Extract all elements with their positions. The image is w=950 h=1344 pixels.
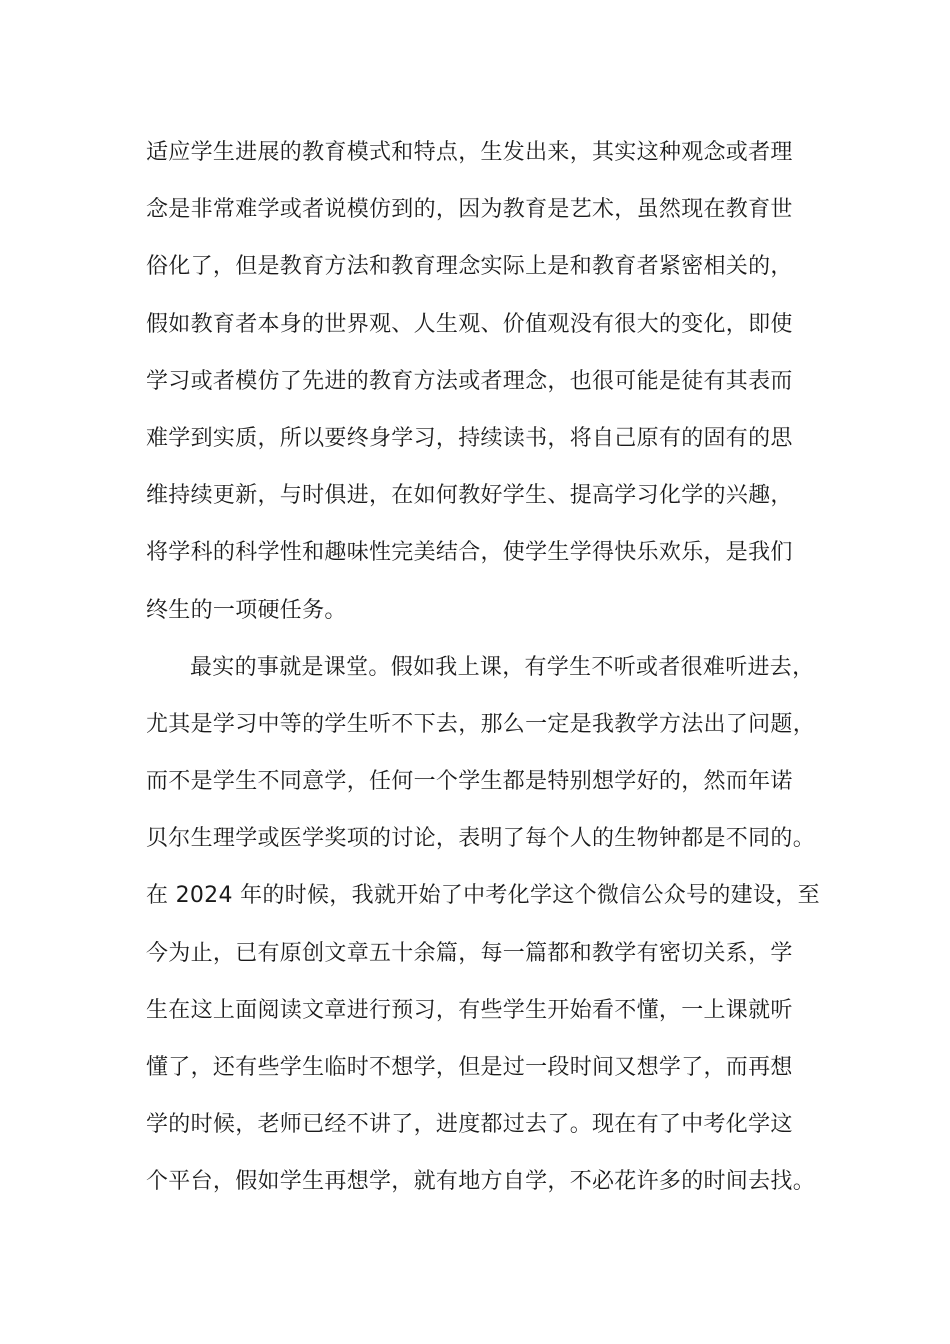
paragraph-line: 学习或者模仿了先进的教育方法或者理念，也很可能是徒有其表而 bbox=[146, 368, 793, 394]
paragraph-line: 懂了，还有些学生临时不想学，但是过一段时间又想学了，而再想 bbox=[146, 1055, 793, 1080]
paragraph-line: 学的时候，老师已经不讲了，进度都过去了。现在有了中考化学这 bbox=[146, 1112, 793, 1138]
paragraph-line: 念是非常难学或者说模仿到的，因为教育是艺术，虽然现在教育世 bbox=[146, 197, 793, 223]
paragraph-line: 终生的一项硬任务。 bbox=[146, 597, 347, 623]
paragraph-line: 在 2024 年的时候，我就开始了中考化学这个微信公众号的建设，至 bbox=[146, 883, 820, 909]
paragraph-line: 生在这上面阅读文章进行预习，有些学生开始看不懂，一上课就听 bbox=[146, 997, 793, 1023]
paragraph-line: 最实的事就是课堂。假如我上课，有学生不听或者很难听进去， bbox=[190, 654, 815, 680]
paragraph-1 bbox=[146, 136, 836, 651]
paragraph-line: 贝尔生理学或医学奖项的讨论，表明了每个人的生物钟都是不同的。 bbox=[146, 826, 816, 852]
paragraph-2 bbox=[146, 651, 836, 1223]
paragraph-line: 假如教育者本身的世界观、人生观、价值观没有很大的变化，即使 bbox=[146, 311, 793, 337]
paragraph-line: 尤其是学习中等的学生听不下去，那么一定是我教学方法出了问题， bbox=[146, 711, 816, 737]
paragraph-line: 将学科的科学性和趣味性完美结合，使学生学得快乐欢乐，是我们 bbox=[146, 540, 793, 566]
paragraph-line: 适应学生进展的教育模式和特点，生发出来，其实这种观念或者理 bbox=[146, 140, 793, 165]
paragraph-line: 今为止，已有原创文章五十余篇，每一篇都和教学有密切关系，学 bbox=[146, 940, 793, 966]
paragraph-line: 维持续更新，与时俱进，在如何教好学生、提高学习化学的兴趣， bbox=[146, 483, 793, 509]
body-text bbox=[146, 136, 836, 1223]
paragraph-line: 难学到实质，所以要终身学习，持续读书，将自己原有的固有的思 bbox=[146, 425, 793, 451]
paragraph-line: 俗化了，但是教育方法和教育理念实际上是和教育者紧密相关的， bbox=[146, 254, 793, 280]
paragraph-line: 而不是学生不同意学，任何一个学生都是特别想学好的，然而年诺 bbox=[146, 769, 793, 795]
paragraph-line: 个平台，假如学生再想学，就有地方自学，不必花许多的时间去找。 bbox=[146, 1169, 816, 1195]
